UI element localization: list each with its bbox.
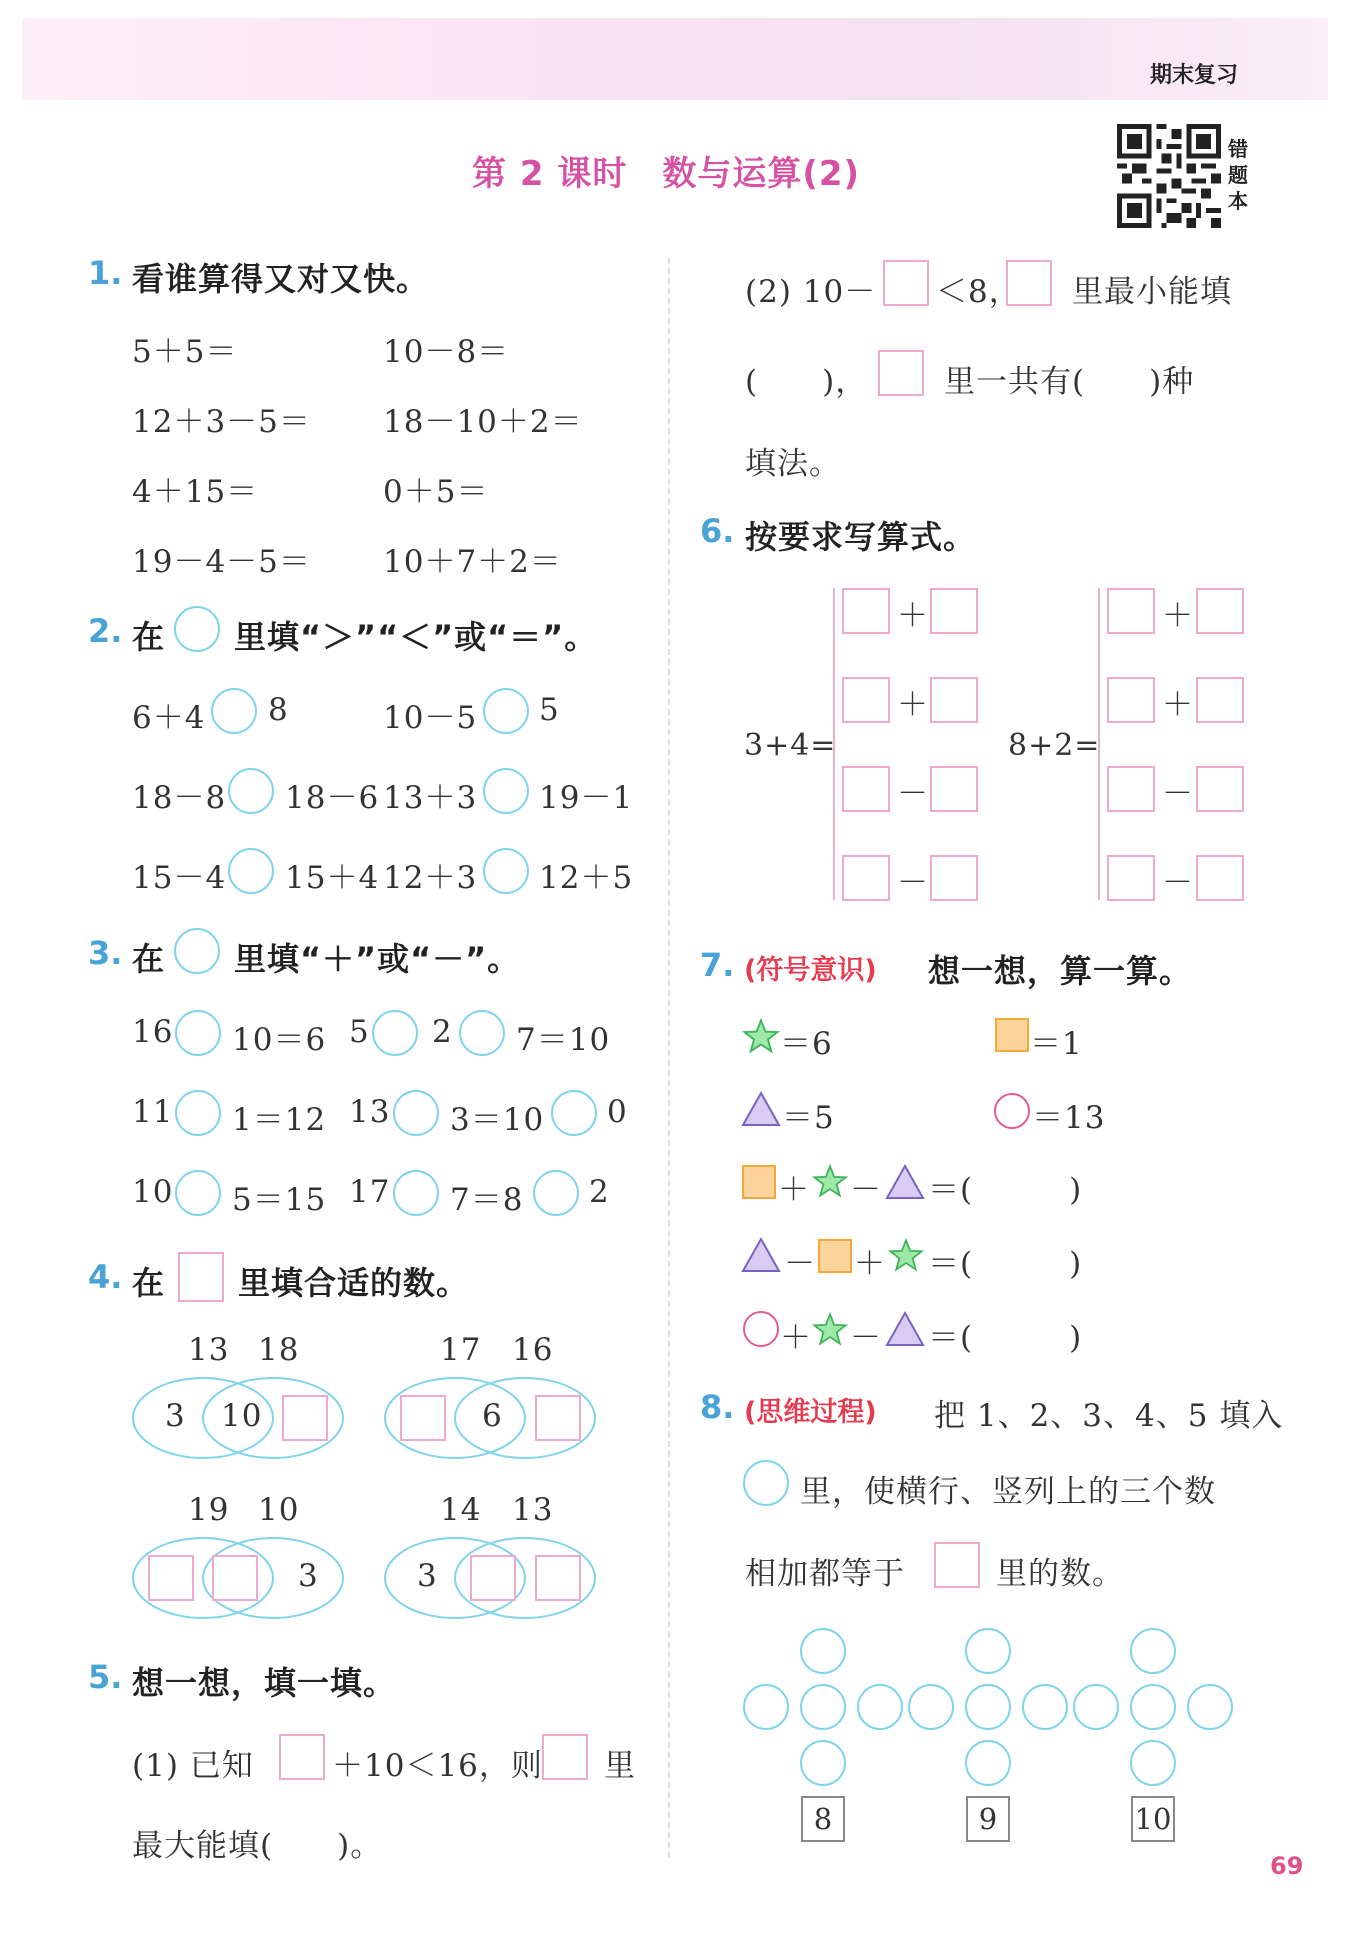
operator: ＋ xyxy=(1162,687,1194,723)
venn-sum-right: 18 xyxy=(258,1332,300,1368)
venn-left-number: 3 xyxy=(165,1398,186,1434)
operator: ＋ xyxy=(897,598,929,634)
answer-blank[interactable]: ＝( ) xyxy=(928,1246,1083,1282)
given-value: ＝6 xyxy=(780,1026,833,1062)
answer-box[interactable] xyxy=(1107,855,1155,901)
answer-box[interactable] xyxy=(148,1555,194,1601)
answer-circle[interactable] xyxy=(1022,1684,1068,1730)
answer-circle[interactable] xyxy=(908,1684,954,1730)
answer-circle[interactable] xyxy=(228,848,274,894)
page-title: 第 2 课时 数与运算(2) xyxy=(472,154,861,194)
star-icon xyxy=(812,1164,848,1200)
number: 11 xyxy=(132,1094,174,1130)
square-icon xyxy=(818,1239,852,1273)
question-text: 在 xyxy=(132,1264,166,1302)
question-text: 把 1、2、3、4、5 填入 xyxy=(934,1398,1284,1434)
answer-box[interactable] xyxy=(1107,766,1155,812)
answer-circle[interactable] xyxy=(175,1090,221,1136)
number: 2 xyxy=(432,1014,453,1050)
part-text: (2) 10－ xyxy=(745,274,877,310)
answer-circle[interactable] xyxy=(459,1010,505,1056)
given-value: ＝5 xyxy=(782,1100,835,1136)
answer-box[interactable] xyxy=(842,766,890,812)
answer-circle[interactable] xyxy=(800,1740,846,1786)
answer-circle[interactable] xyxy=(483,768,529,814)
answer-circle[interactable] xyxy=(1130,1740,1176,1786)
answer-circle[interactable] xyxy=(1130,1684,1176,1730)
answer-box[interactable] xyxy=(1107,588,1155,634)
answer-box[interactable] xyxy=(1107,677,1155,723)
answer-circle[interactable] xyxy=(965,1628,1011,1674)
venn-sum-right: 13 xyxy=(512,1492,554,1528)
question-text: 想一想，算一算。 xyxy=(928,952,1193,990)
answer-box xyxy=(178,1252,224,1302)
operator: － xyxy=(850,1172,882,1208)
circle-icon xyxy=(994,1093,1030,1129)
part-text: 里最小能填 xyxy=(1072,274,1232,310)
answer-box[interactable] xyxy=(279,1734,325,1780)
answer-box[interactable] xyxy=(883,260,929,306)
compare-right: 8 xyxy=(268,692,289,728)
answer-box[interactable] xyxy=(930,766,978,812)
question-text: 在 xyxy=(132,618,166,656)
answer-circle xyxy=(174,606,220,652)
venn-middle-number: 10 xyxy=(221,1398,263,1434)
bracket xyxy=(1098,588,1110,900)
answer-circle[interactable] xyxy=(743,1684,789,1730)
number: 5 xyxy=(349,1014,370,1050)
question-text: 里，使横行、竖列上的三个数 xyxy=(800,1474,1216,1510)
answer-box[interactable] xyxy=(842,677,890,723)
number: 10 xyxy=(132,1174,174,1210)
operator: － xyxy=(1162,776,1194,812)
exercise: 18－10＋2＝ xyxy=(383,404,583,440)
part-text: ＜8， xyxy=(936,274,1021,310)
operator: － xyxy=(897,865,929,901)
question-text: 在 xyxy=(132,940,166,978)
exercise: 12＋3－5＝ xyxy=(132,404,311,440)
operator: － xyxy=(897,776,929,812)
equation-right: 8+2= xyxy=(1008,728,1101,763)
answer-circle[interactable] xyxy=(533,1170,579,1216)
triangle-icon xyxy=(884,1310,926,1348)
answer-box[interactable] xyxy=(930,588,978,634)
answer-box[interactable] xyxy=(1196,588,1244,634)
section-tag: 期末复习 xyxy=(1150,63,1239,88)
number: 17 xyxy=(349,1174,391,1210)
compare-left: 6＋4 xyxy=(132,700,206,736)
answer-circle[interactable] xyxy=(211,688,257,734)
venn-sum-left: 14 xyxy=(440,1492,482,1528)
number: 10＝6 xyxy=(232,1022,327,1058)
answer-blank[interactable]: ＝( ) xyxy=(928,1172,1083,1208)
qr-label-char: 题 xyxy=(1228,163,1248,187)
compare-left: 15－4 xyxy=(132,860,227,896)
operator: ＋ xyxy=(1162,598,1194,634)
number: 2 xyxy=(589,1174,610,1210)
answer-circle[interactable] xyxy=(1073,1684,1119,1730)
answer-circle[interactable] xyxy=(175,1170,221,1216)
answer-circle[interactable] xyxy=(965,1740,1011,1786)
answer-box[interactable] xyxy=(542,1734,588,1780)
answer-circle xyxy=(743,1460,789,1506)
triangle-icon xyxy=(884,1163,926,1201)
operator: ＋ xyxy=(897,687,929,723)
answer-circle[interactable] xyxy=(228,768,274,814)
answer-box[interactable] xyxy=(1196,766,1244,812)
question-number: 8. xyxy=(700,1388,735,1426)
page-number: 69 xyxy=(1270,1852,1304,1880)
venn-sum-left: 19 xyxy=(188,1492,230,1528)
answer-box[interactable] xyxy=(470,1555,516,1601)
answer-box[interactable] xyxy=(535,1555,581,1601)
square-icon xyxy=(995,1018,1029,1052)
answer-box[interactable] xyxy=(535,1395,581,1441)
answer-circle[interactable] xyxy=(965,1684,1011,1730)
target-sum-box: 10 xyxy=(1131,1796,1175,1842)
triangle-icon xyxy=(740,1090,782,1128)
number: 5＝15 xyxy=(232,1182,327,1218)
question-number: 4. xyxy=(88,1258,123,1296)
target-sum-box: 9 xyxy=(966,1796,1010,1842)
star-icon xyxy=(812,1312,848,1348)
skill-tag: (思维过程) xyxy=(744,1397,877,1428)
answer-box[interactable] xyxy=(1006,260,1052,306)
part-text[interactable]: 最大能填( )。 xyxy=(132,1828,383,1864)
compare-left: 13＋3 xyxy=(383,780,478,816)
question-text: 按要求写算式。 xyxy=(745,518,977,556)
number: 0 xyxy=(607,1094,628,1130)
compare-left: 12＋3 xyxy=(383,860,478,896)
answer-box[interactable] xyxy=(842,855,890,901)
question-number: 7. xyxy=(700,946,735,984)
exercise: 10＋7＋2＝ xyxy=(383,544,562,580)
part-text: ＋10＜16，则 xyxy=(332,1748,543,1784)
part-text[interactable]: 里一共有( )种 xyxy=(944,364,1195,400)
answer-box[interactable] xyxy=(930,855,978,901)
number: 7＝10 xyxy=(516,1022,611,1058)
answer-box[interactable] xyxy=(1196,855,1244,901)
compare-right: 19－1 xyxy=(539,780,634,816)
venn-middle-number: 6 xyxy=(482,1398,503,1434)
number: 3＝10 xyxy=(450,1102,545,1138)
answer-circle[interactable] xyxy=(483,688,529,734)
answer-circle[interactable] xyxy=(800,1684,846,1730)
answer-box[interactable] xyxy=(878,350,924,396)
given-value: ＝1 xyxy=(1030,1026,1083,1062)
answer-circle xyxy=(174,928,220,974)
question-text: 里的数。 xyxy=(996,1556,1124,1592)
bracket xyxy=(833,588,845,900)
exercise: 4＋15＝ xyxy=(132,474,259,510)
part-text: (1) 已知 xyxy=(132,1748,254,1784)
answer-circle[interactable] xyxy=(393,1170,439,1216)
exercise: 19－4－5＝ xyxy=(132,544,311,580)
qr-label xyxy=(1226,136,1250,214)
answer-blank[interactable]: ＝( ) xyxy=(928,1320,1083,1356)
compare-right: 15＋4 xyxy=(285,860,380,896)
question-number: 1. xyxy=(88,254,123,292)
number: 13 xyxy=(349,1094,391,1130)
triangle-icon xyxy=(740,1236,782,1274)
question-number: 3. xyxy=(88,934,123,972)
answer-box[interactable] xyxy=(212,1555,258,1601)
square-icon xyxy=(742,1165,776,1199)
number: 16 xyxy=(132,1014,174,1050)
answer-box[interactable] xyxy=(400,1395,446,1441)
part-text: 填法。 xyxy=(745,446,841,482)
operator: － xyxy=(850,1320,882,1356)
exercise: 0＋5＝ xyxy=(383,474,489,510)
compare-right: 18－6 xyxy=(285,780,380,816)
question-text: 里填“＞”“＜”或“＝”。 xyxy=(234,618,598,656)
question-number: 6. xyxy=(700,512,735,550)
answer-box[interactable] xyxy=(930,677,978,723)
answer-box[interactable] xyxy=(842,588,890,634)
compare-left: 10－5 xyxy=(383,700,478,736)
operator: ＋ xyxy=(778,1172,810,1208)
given-value: ＝13 xyxy=(1032,1100,1106,1136)
venn-sum-right: 10 xyxy=(258,1492,300,1528)
answer-box[interactable] xyxy=(1196,677,1244,723)
venn-left-number: 3 xyxy=(417,1558,438,1594)
answer-circle[interactable] xyxy=(1187,1684,1233,1730)
operator: － xyxy=(784,1246,816,1282)
equation-left: 3+4= xyxy=(744,728,837,763)
question-number: 2. xyxy=(88,612,123,650)
question-text: 看谁算得又对又快。 xyxy=(132,260,430,298)
question-text: 想一想，填一填。 xyxy=(132,1664,397,1702)
column-divider xyxy=(668,258,670,1858)
header-band xyxy=(22,18,1328,100)
answer-circle[interactable] xyxy=(393,1090,439,1136)
venn-sum-left: 13 xyxy=(188,1332,230,1368)
star-icon xyxy=(742,1018,780,1056)
qr-label-char: 本 xyxy=(1228,189,1248,213)
target-sum-box: 8 xyxy=(801,1796,845,1842)
answer-circle[interactable] xyxy=(857,1684,903,1730)
star-icon xyxy=(888,1238,924,1274)
question-text: 里填合适的数。 xyxy=(238,1264,470,1302)
compare-left: 18－8 xyxy=(132,780,227,816)
answer-box xyxy=(934,1542,980,1588)
number: 7＝8 xyxy=(450,1182,524,1218)
answer-circle[interactable] xyxy=(483,848,529,894)
answer-box[interactable] xyxy=(282,1395,328,1441)
operator: ＋ xyxy=(854,1246,886,1282)
question-number: 5. xyxy=(88,1658,123,1696)
circle-icon xyxy=(743,1311,779,1347)
qr-code-icon[interactable] xyxy=(1117,124,1221,228)
venn-sum-right: 16 xyxy=(512,1332,554,1368)
operator: － xyxy=(1162,865,1194,901)
answer-circle[interactable] xyxy=(1130,1628,1176,1674)
question-text: 相加都等于 xyxy=(745,1556,905,1592)
qr-label-char: 错 xyxy=(1228,137,1248,161)
operator: ＋ xyxy=(780,1320,812,1356)
venn-right-number: 3 xyxy=(298,1558,319,1594)
skill-tag: (符号意识) xyxy=(744,955,877,986)
exercise: 10－8＝ xyxy=(383,334,510,370)
answer-circle[interactable] xyxy=(175,1010,221,1056)
venn-sum-left: 17 xyxy=(440,1332,482,1368)
answer-circle[interactable] xyxy=(800,1628,846,1674)
compare-right: 5 xyxy=(539,692,560,728)
part-text: 里 xyxy=(604,1748,636,1784)
compare-right: 12＋5 xyxy=(539,860,634,896)
exercise: 5＋5＝ xyxy=(132,334,238,370)
answer-circle[interactable] xyxy=(551,1090,597,1136)
question-text: 里填“＋”或“－”。 xyxy=(234,940,521,978)
answer-circle[interactable] xyxy=(372,1010,418,1056)
part-text[interactable]: ( )， xyxy=(745,364,868,400)
number: 1＝12 xyxy=(232,1102,327,1138)
